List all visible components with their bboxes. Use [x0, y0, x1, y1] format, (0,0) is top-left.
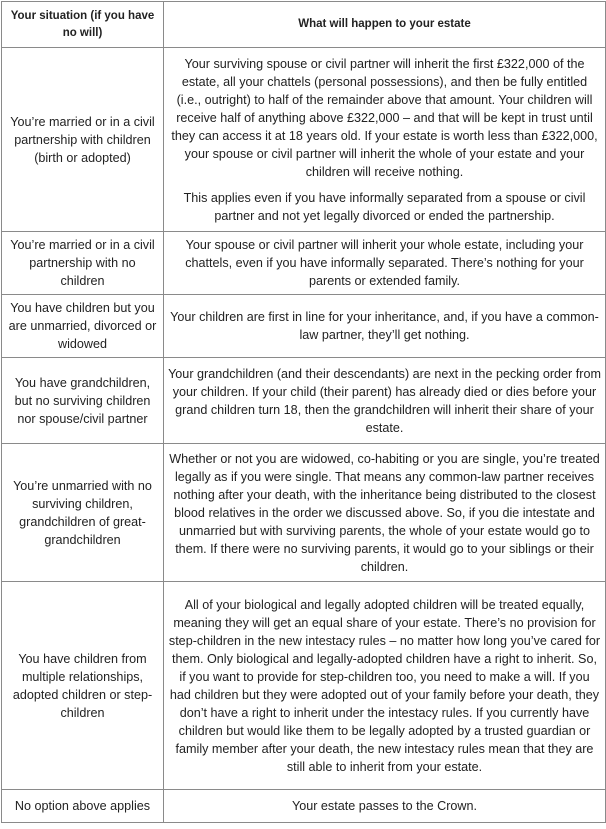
table-row	[2, 358, 606, 444]
table-row	[2, 232, 606, 295]
intestacy-table	[1, 1, 606, 823]
outcome-cell	[164, 48, 606, 232]
outcome-cell: Your estate passes to the Crown.	[164, 790, 606, 823]
table-row	[2, 444, 606, 582]
header-row	[2, 2, 606, 48]
situation-cell: You’re married or in a civil partnership with no children	[2, 232, 164, 295]
outcome-text: Your surviving spouse or civil partner will inherit the first £322,000 of the estate, all your chattels (personal possessions), and then be fully entitled (i.e., outright) to half of the remainder above that amount. Your children will receive half of anything above £322,000 – and that will be kept in trust until they can access it at 18 years old. If your estate is worth less than £322,000, your spouse or civil partner will inherit the whole of your estate and your children will receive nothing.	[171, 56, 598, 179]
header-situation: Your situation (if you have no will)	[2, 2, 164, 48]
outcome-cell: Your children are first in line for your inheritance, and, if you have a common-law partner, they’ll get nothing.	[164, 295, 606, 358]
header-outcome: What will happen to your estate	[164, 2, 606, 48]
outcome-cell: Your spouse or civil partner will inherit your whole estate, including your chattels, even if you have informally separated. There’s nothing for your parents or extended family.	[164, 232, 606, 295]
outcome-cell: All of your biological and legally adopted children will be treated equally, meaning they will get an equal share of your estate. There’s no provision for step-children in the new intestacy rules – no matter how long you’ve cared for them. Only biological and legally-adopted children have a right to inherit. So, if you want to provide for step-children too, you need to make a will. If you had children but they were adopted out of your family before your death, they don’t have a right to inherit under the intestacy rules. If you currently have children but would like them to be legally adopted by a trusted guardian or family member after your death, the new intestacy rules mean that they are still able to inherit from your estate.	[164, 582, 606, 790]
situation-cell: You’re unmarried with no surviving children, grandchildren of great-grandchildren	[2, 444, 164, 582]
situation-cell: You have children from multiple relationships, adopted children or step-children	[2, 582, 164, 790]
table-row	[2, 48, 606, 232]
outcome-note: This applies even if you have informally separated from a spouse or civil partner and not yet legally divorced or ended the partnership.	[183, 190, 586, 223]
table-row	[2, 790, 606, 823]
situation-cell: You have grandchildren, but no surviving children nor spouse/civil partner	[2, 358, 164, 444]
outcome-cell: Your grandchildren (and their descendants) are next in the pecking order from your children. If your child (their parent) has already died or dies before your grand children turn 18, then the grandchildren will inherit their share of your estate.	[164, 358, 606, 444]
situation-cell: No option above applies	[2, 790, 164, 823]
outcome-cell: Whether or not you are widowed, co-habiting or you are single, you’re treated legally as if you were single. That means any common-law partner receives nothing after your death, with the inheritance being distributed to the closest blood relatives in the order we discussed above. So, if you die intestate and unmarried but with surviving parents, the whole of your estate would go to them. If there were no surviving parents, it would go to your siblings or their children.	[164, 444, 606, 582]
table-row	[2, 295, 606, 358]
situation-cell: You have children but you are unmarried, divorced or widowed	[2, 295, 164, 358]
table-row	[2, 582, 606, 790]
situation-cell: You’re married or in a civil partnership with children (birth or adopted)	[2, 48, 164, 232]
